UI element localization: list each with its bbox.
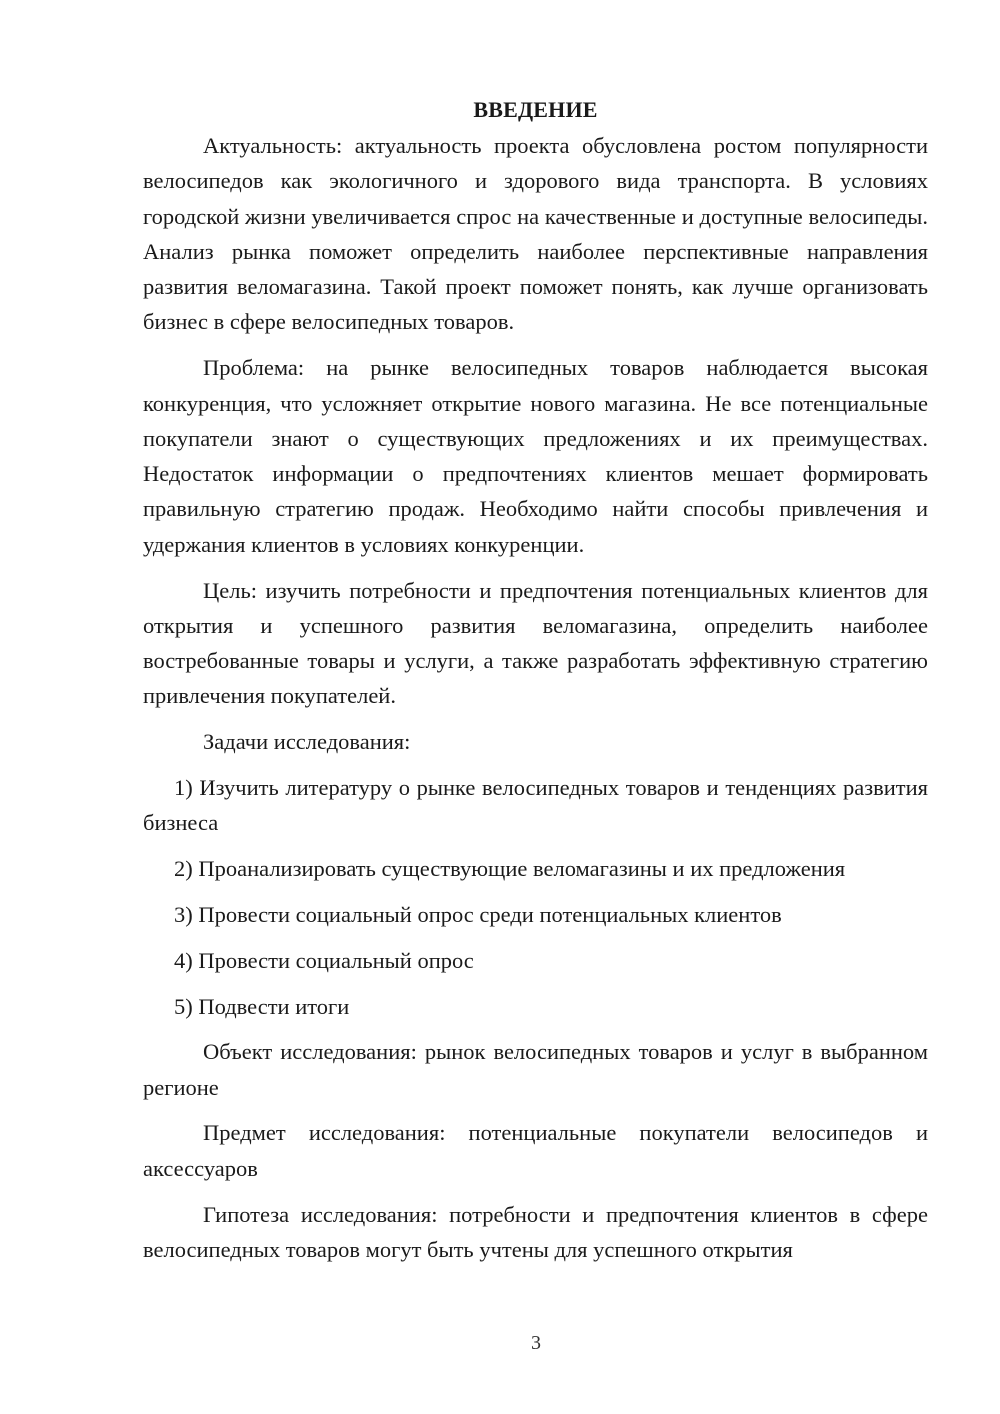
task-item-5: 5) Подвести итоги: [174, 993, 350, 1019]
document-title: ВВЕДЕНИЕ: [473, 97, 598, 122]
paragraph-relevance: Актуальность: актуальность проекта обусловлена ростом популярности велосипедов как экологичного и здорового вида транспорта. В условиях городской жизни увеличивается спрос на качественные и доступные велосипеды. Анализ рынка поможет определить наиболее перспективные направления развития веломагазина. Такой проект поможет понять, как лучше организовать бизнес в сфере велосипедных товаров.: [143, 133, 928, 335]
tasks-list: [143, 770, 928, 1024]
tasks-heading: Задачи исследования:: [203, 729, 411, 755]
task-item-4: 4) Провести социальный опрос: [174, 947, 474, 973]
paragraph-problem: Проблема: на рынке велосипедных товаров наблюдается высокая конкуренция, что усложняет открытие нового магазина. Не все потенциальные покупатели знают о существующих предложениях и их преимуществах. Недостаток информации о предпочтениях клиентов мешает формировать правильную стратегию продаж. Необходимо найти способы привлечения и удержания клиентов в условиях конкуренции.: [143, 355, 928, 557]
task-item-1: 1) Изучить литературу о рынке велосипедных товаров и тенденциях развития бизнеса: [143, 775, 928, 836]
paragraph-hypothesis: Гипотеза исследования: потребности и предпочтения клиентов в сфере велосипедных товаров могут быть учтены для успешного открытия: [143, 1201, 928, 1262]
paragraph-subject: Предмет исследования: потенциальные покупатели велосипедов и аксессуаров: [143, 1120, 928, 1181]
document-page: [143, 92, 928, 1278]
page-number: 3: [531, 1332, 541, 1354]
task-item-2: 2) Проанализировать существующие веломагазины и их предложения: [174, 856, 846, 882]
paragraph-goal: Цель: изучить потребности и предпочтения потенциальных клиентов для открытия и успешного развития веломагазина, определить наиболее востребованные товары и услуги, а также разработать эффективную стратегию привлечения покупателей.: [143, 577, 928, 709]
task-item-3: 3) Провести социальный опрос среди потенциальных клиентов: [174, 901, 782, 927]
paragraph-object: Объект исследования: рынок велосипедных товаров и услуг в выбранном регионе: [143, 1039, 928, 1100]
